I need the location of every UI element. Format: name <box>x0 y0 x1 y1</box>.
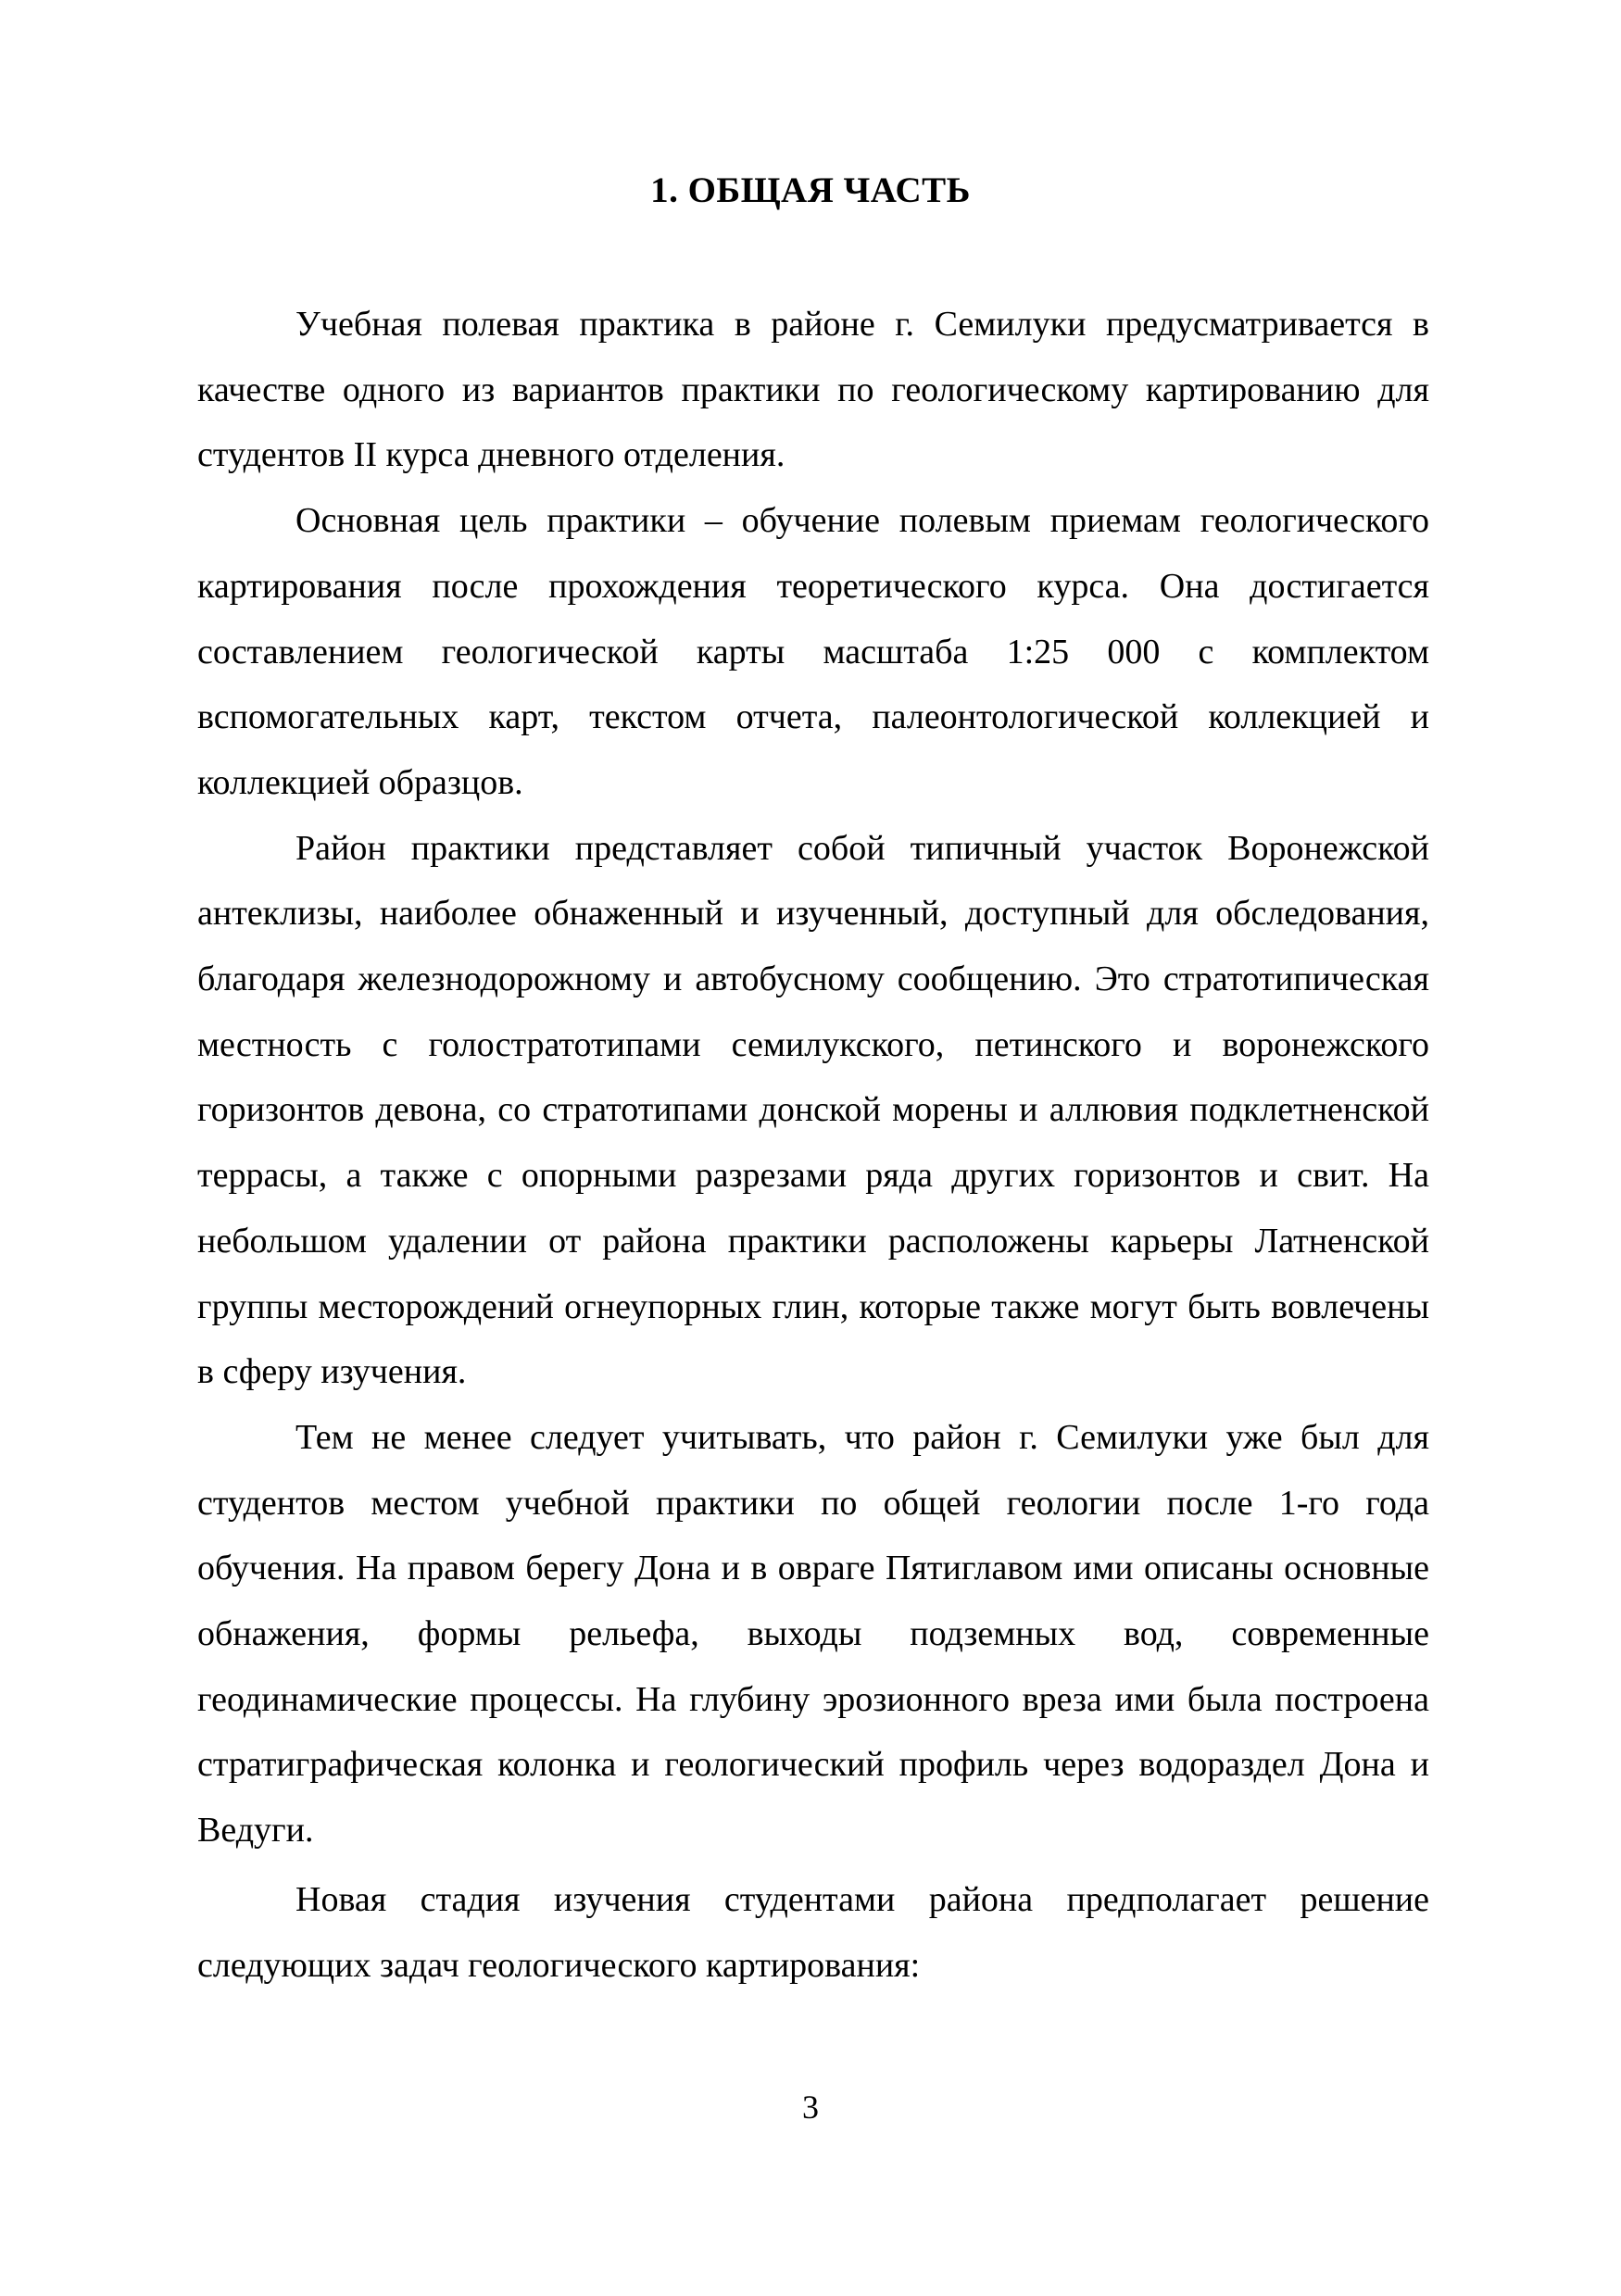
body-text <box>197 292 1429 1998</box>
paragraph-region-description: Район практики представляет собой типичный участок Воронежской антеклизы, наиболее обнаженный и изученный, доступный для обследования, благодаря железнодорожному и автобусному сообщению. Это стратотипическая местность с голостратотипами семилукского, петинского и воронежского горизонтов девона, со стратотипами донской морены и аллювия подклетненской террасы, а также с опорными разрезами ряда других горизонтов и свит. На небольшом удалении от района практики расположены карьеры Латненской группы месторождений огнеупорных глин, которые также могут быть вовлечены в сферу изучения. <box>197 828 1429 1392</box>
page-number: 3 <box>802 2089 819 2126</box>
paragraph-previous-practice: Тем не менее следует учитывать, что район г. Семилуки уже был для студентов местом учебной практики по общей геологии после 1-го года обучения. На правом берегу Дона и в овраге Пятиглавом ими описаны основные обнажения, формы рельефа, выходы подземных вод, современные геодинамические процессы. На глубину эрозионного вреза ими была построена стратиграфическая колонка и геологический профиль через водораздел Дона и Ведуги. <box>197 1417 1429 1851</box>
section-title: 1. ОБЩАЯ ЧАСТЬ <box>650 170 971 210</box>
paragraph-practice-intro: Учебная полевая практика в районе г. Семилуки предусматривается в качестве одного из вариантов практики по геологическому картированию для студентов II курса дневного отделения. <box>197 305 1429 475</box>
paragraph-new-stage: Новая стадия изучения студентами района предполагает решение следующих задач геологического картирования: <box>197 1879 1429 1985</box>
paragraph-main-goal: Основная цель практики – обучение полевым приемам геологического картирования после прохождения теоретического курса. Она достигается составлением геологической карты масштаба 1:25 000 с комплектом вспомогательных карт, текстом отчета, палеонтологической коллекцией и коллекцией образцов. <box>197 501 1429 802</box>
